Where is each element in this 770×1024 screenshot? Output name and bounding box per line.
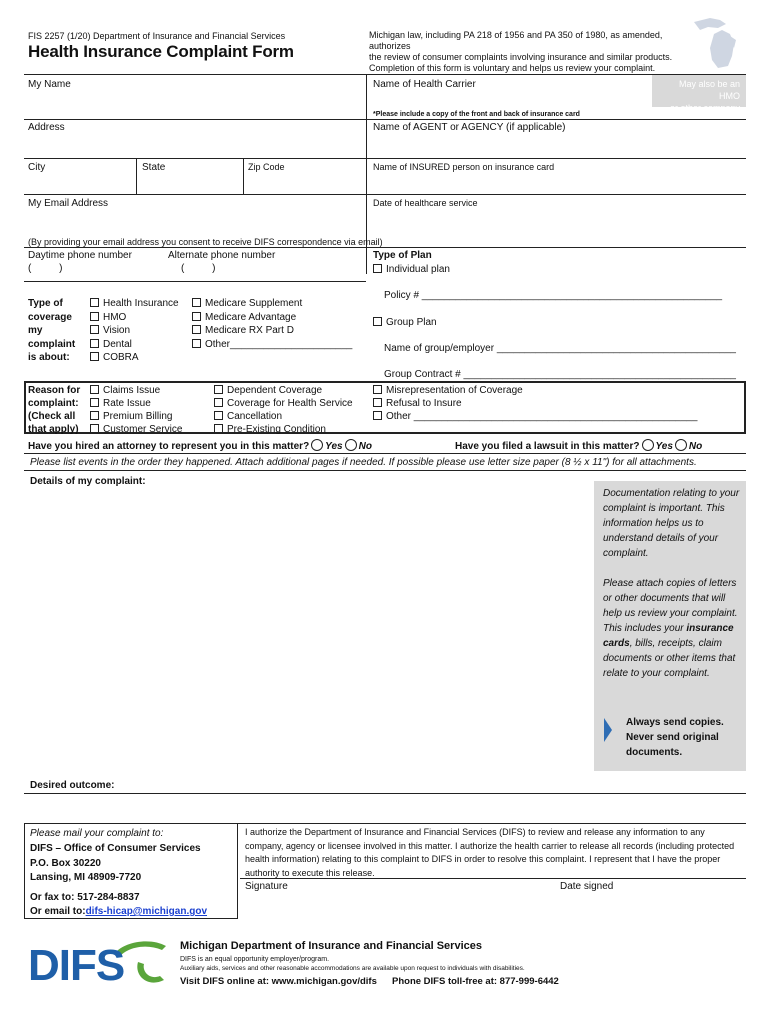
- email-line: Or email to:difs-hicap@michigan.gov: [30, 906, 208, 917]
- lawsuit-no-radio[interactable]: [675, 439, 687, 451]
- carrier-field[interactable]: Name of Health Carrier: [373, 79, 476, 90]
- eo-statement: DIFS is an equal opportunity employer/program.: [180, 956, 330, 963]
- checkbox-icon: [192, 325, 201, 334]
- coverage-option[interactable]: [90, 297, 179, 310]
- aux-statement: Auxiliary aids, services and other reasonable accommodations are available upon request to individuals with disabilities.: [180, 965, 525, 972]
- carrier-note: May also be an HMO or other company: [669, 79, 740, 113]
- coverage-option[interactable]: [192, 338, 352, 351]
- law-notice: Michigan law, including PA 218 of 1956 and PA 350 of 1980, as amended, authorizes the review of consumer complaints involving insurance and similar products. Completion of this form is voluntary and helps us review your complaint.: [369, 30, 673, 73]
- checkbox-icon: [90, 385, 99, 394]
- checkbox-icon: [90, 352, 99, 361]
- lawsuit-question: Have you filed a lawsuit in this matter? Yes No: [455, 441, 703, 452]
- daytime-phone-field[interactable]: Daytime phone number: [28, 250, 132, 261]
- checkbox-icon: [192, 312, 201, 321]
- plan-individual-label: Individual plan: [386, 264, 450, 275]
- dept-name: Michigan Department of Insurance and Financial Services: [180, 940, 482, 952]
- coverage-option-label: Vision: [103, 325, 131, 336]
- reason-option-label: Rate Issue: [103, 398, 151, 409]
- difs-logo-text: DIFS: [28, 941, 125, 990]
- coverage-option-label: Medicare Advantage: [205, 311, 297, 323]
- documentation-text-2: Please attach copies of letters or other documents that will help us review your complaint. This includes your insurance cards, bills, receipts, claim documents or other items that relate to your complaint.: [603, 578, 738, 679]
- details-label: Details of my complaint:: [30, 476, 146, 487]
- coverage-option-label: Other______________________: [205, 338, 353, 350]
- coverage-option[interactable]: [90, 324, 130, 337]
- coverage-option-label: Dental: [103, 338, 132, 350]
- coverage-option[interactable]: [90, 351, 139, 364]
- coverage-label: Type of coverage my complaint is about:: [28, 298, 76, 363]
- difs-logo: [26, 932, 176, 992]
- plan-title: Type of Plan: [373, 250, 432, 261]
- reason-option-label: Pre-Existing Condition: [227, 424, 326, 435]
- documentation-text-1: Documentation relating to your complaint is important. This information helps us to understand details of your complaint.: [603, 488, 740, 559]
- reason-option-label: Coverage for Health Service: [227, 398, 353, 409]
- checkbox-icon: [90, 424, 99, 433]
- checkbox-icon: [90, 312, 99, 321]
- attorney-question: Have you hired an attorney to represent you in this matter? Yes No: [28, 441, 372, 452]
- state-field[interactable]: State: [142, 162, 166, 173]
- reason-option-label: Claims Issue: [103, 385, 161, 396]
- reason-option-label: Cancellation: [227, 411, 283, 422]
- form-id: FIS 2257 (1/20) Department of Insurance and Financial Services: [28, 31, 286, 41]
- reason-option[interactable]: [373, 410, 697, 423]
- authorization-text: I authorize the Department of Insurance and Financial Services (DIFS) to review and release any information to any company, agency or licensee involved in this matter. I authorize the health carrier to release all records (including protected health information) relating to this complaint to DIFS in order to resolve this complaint. I represent that I have the proper authority to execute this release.: [245, 827, 735, 878]
- city-field[interactable]: City: [28, 162, 46, 173]
- checkbox-icon: [373, 411, 382, 420]
- reason-option[interactable]: [214, 410, 282, 423]
- coverage-option[interactable]: [192, 297, 302, 310]
- reason-option-label: Misrepresentation of Coverage: [386, 385, 523, 396]
- checkbox-icon: [214, 385, 223, 394]
- checkbox-icon: [214, 411, 223, 420]
- card-note: *Please include a copy of the front and back of insurance card: [373, 111, 580, 118]
- checkbox-icon: [214, 424, 223, 433]
- coverage-option[interactable]: [192, 311, 296, 324]
- checkbox-icon: [373, 317, 382, 326]
- checkbox-icon: [90, 411, 99, 420]
- details-textarea[interactable]: [26, 490, 592, 770]
- checkbox-icon: [90, 298, 99, 307]
- date-signed-field[interactable]: Date signed: [560, 881, 614, 892]
- checkbox-icon: [192, 298, 201, 307]
- checkbox-icon: [214, 398, 223, 407]
- coverage-option[interactable]: [192, 324, 294, 337]
- mail-address: DIFS – Office of Consumer Services P.O. Box 30220 Lansing, MI 48909-7720: [30, 843, 201, 883]
- reason-option[interactable]: [214, 397, 353, 410]
- instructions: Please list events in the order they happened. Attach additional pages if needed. If possible please use letter size paper (8 ½ x 11") for all attachments.: [30, 457, 697, 468]
- attorney-no-radio[interactable]: [345, 439, 357, 451]
- fax-number: Or fax to: 517-284-8837: [30, 892, 140, 903]
- reason-option-label: Premium Billing: [103, 411, 173, 422]
- alt-phone-field[interactable]: Alternate phone number: [168, 250, 276, 261]
- reason-option[interactable]: [90, 410, 172, 423]
- reason-label: Reason for complaint: (Check all that apply): [28, 385, 81, 435]
- email-link[interactable]: difs-hicap@michigan.gov: [85, 906, 208, 917]
- reason-option-label: Dependent Coverage: [227, 385, 323, 396]
- employer-field[interactable]: Name of group/employer ___________________________________________: [384, 343, 736, 354]
- coverage-option-label: Medicare Supplement: [205, 298, 303, 309]
- reason-option-label: Refusal to Insure: [386, 398, 462, 409]
- reason-option[interactable]: [373, 397, 462, 410]
- desired-outcome-label: Desired outcome:: [30, 780, 115, 791]
- plan-individual-checkbox[interactable]: [373, 263, 450, 276]
- plan-group-checkbox[interactable]: [373, 316, 437, 329]
- policy-field[interactable]: Policy # ______________________________________________________: [384, 290, 723, 301]
- checkbox-icon: [373, 398, 382, 407]
- coverage-option[interactable]: [90, 311, 126, 324]
- phone: Phone DIFS toll-free at: 877-999-6442: [392, 976, 559, 987]
- checkbox-icon: [90, 339, 99, 348]
- checkbox-icon: [192, 339, 201, 348]
- desired-outcome-field[interactable]: [26, 795, 746, 821]
- coverage-option-label: COBRA: [103, 352, 139, 363]
- reason-option[interactable]: [214, 423, 326, 436]
- website[interactable]: Visit DIFS online at: www.michigan.gov/difs: [180, 976, 377, 987]
- checkbox-icon: [373, 385, 382, 394]
- reason-option-label: Other ___________________________________________________: [386, 411, 698, 422]
- coverage-option-label: HMO: [103, 311, 127, 323]
- checkbox-icon: [373, 264, 382, 273]
- coverage-option-label: Medicare RX Part D: [205, 325, 294, 336]
- reason-option[interactable]: [90, 423, 182, 436]
- my-name-field[interactable]: My Name: [28, 79, 71, 90]
- michigan-map-icon: [690, 14, 746, 72]
- always-send-copies: Always send copies. Never send original documents.: [626, 717, 724, 758]
- checkbox-icon: [90, 325, 99, 334]
- reason-option-label: Customer Service: [103, 424, 183, 435]
- service-date-field[interactable]: Date of healthcare service: [373, 198, 478, 208]
- address-field[interactable]: Address: [28, 122, 65, 133]
- daytime-phone-paren: ( ): [28, 263, 63, 274]
- reason-option[interactable]: [214, 384, 322, 397]
- zip-field[interactable]: Zip Code: [248, 162, 285, 172]
- insured-field[interactable]: Name of INSURED person on insurance card: [373, 162, 555, 172]
- email-consent: (By providing your email address you consent to receive DIFS correspondence via email): [28, 237, 383, 247]
- arrow-right-icon: [603, 717, 613, 743]
- reason-option[interactable]: [373, 384, 523, 397]
- plan-group-label: Group Plan: [386, 317, 437, 328]
- signature-field[interactable]: Signature: [245, 881, 288, 892]
- reason-option[interactable]: [90, 384, 160, 397]
- coverage-option[interactable]: [90, 338, 132, 351]
- reason-option[interactable]: [90, 397, 151, 410]
- email-field[interactable]: My Email Address: [28, 198, 109, 209]
- mail-intro: Please mail your complaint to:: [30, 828, 164, 839]
- attorney-yes-radio[interactable]: [311, 439, 323, 451]
- alt-phone-paren: ( ): [181, 263, 216, 274]
- agent-field[interactable]: Name of AGENT or AGENCY (if applicable): [373, 122, 566, 133]
- checkbox-icon: [90, 398, 99, 407]
- page-title: Health Insurance Complaint Form: [28, 42, 294, 61]
- group-contract-field[interactable]: Group Contract # _________________________________________________: [384, 369, 736, 380]
- coverage-option-label: Health Insurance: [103, 298, 179, 309]
- lawsuit-yes-radio[interactable]: [642, 439, 654, 451]
